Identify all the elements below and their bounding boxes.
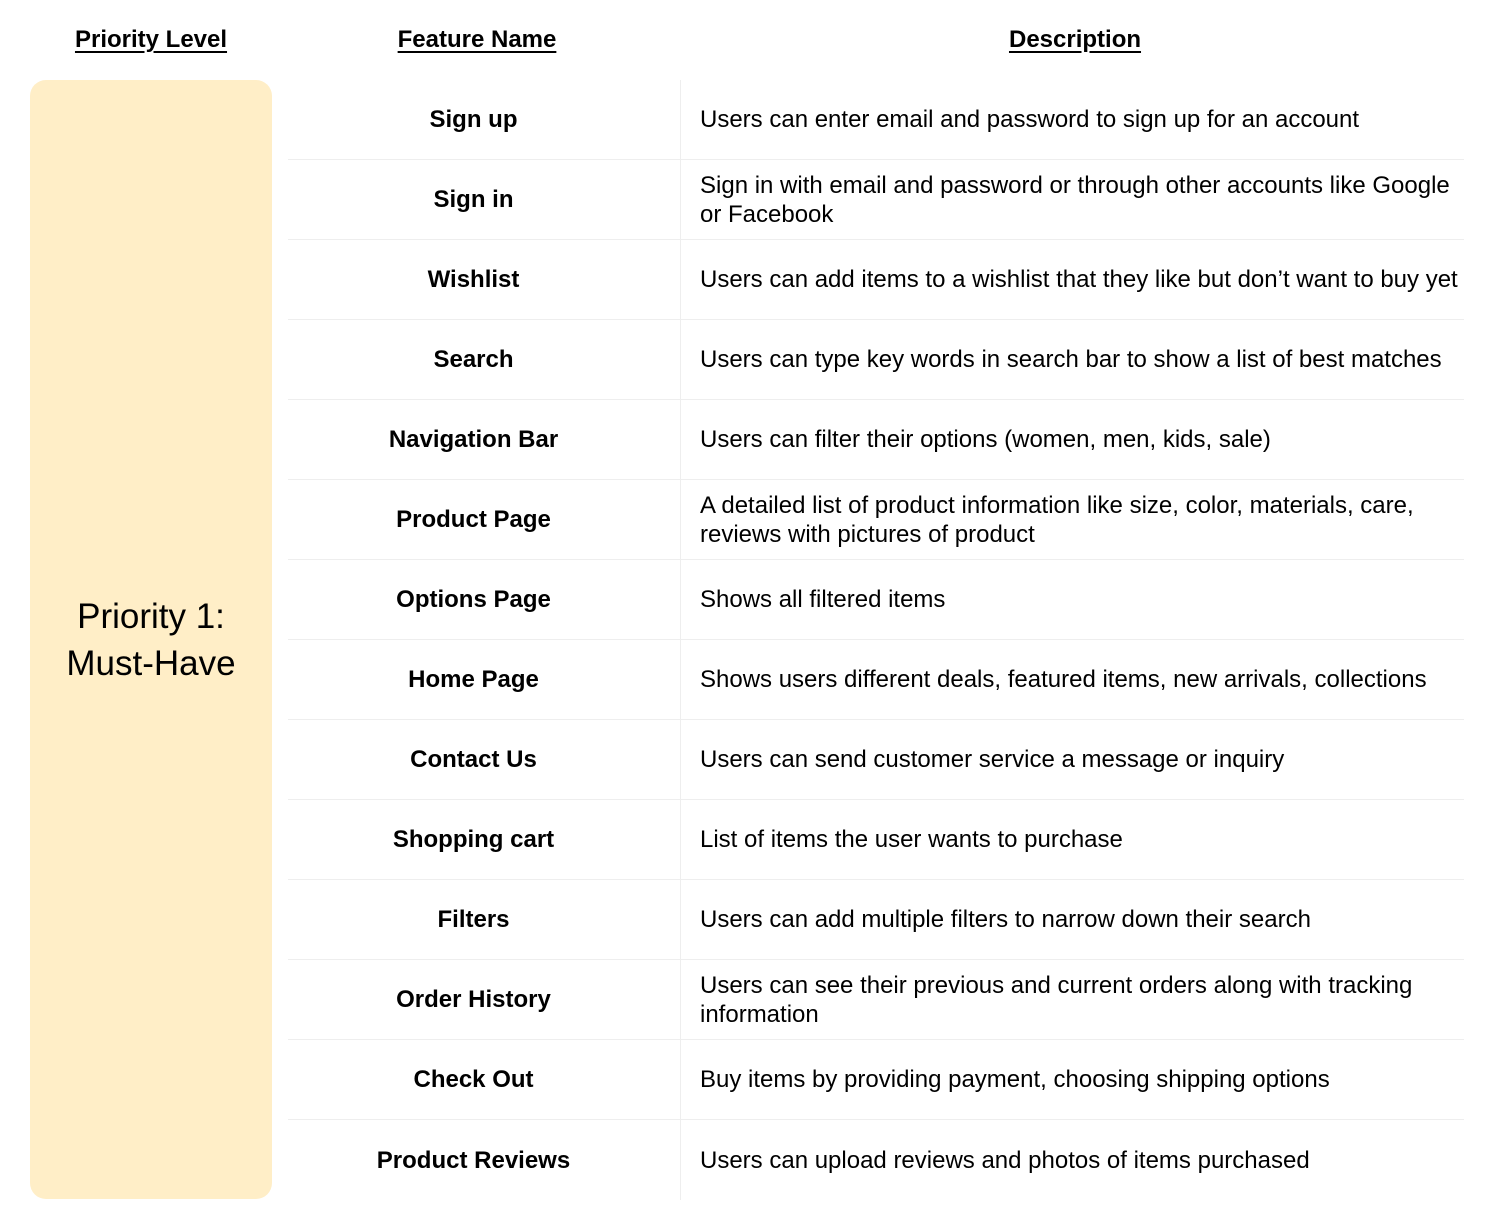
- table-row: [288, 640, 1464, 720]
- table-row: [288, 480, 1464, 560]
- feature-description: Users can type key words in search bar to show a list of best matches: [700, 346, 1442, 373]
- feature-name: Contact Us: [410, 746, 537, 773]
- feature-description: Users can filter their options (women, men, kids, sale): [700, 426, 1271, 453]
- feature-name: Sign up: [429, 106, 518, 133]
- table-row: [288, 240, 1464, 320]
- feature-name: Order History: [396, 986, 551, 1013]
- feature-name: Search: [433, 346, 514, 373]
- feature-name: Product Page: [396, 506, 551, 533]
- description-header: Description: [1008, 26, 1142, 53]
- priority-level-header: Priority Level: [74, 26, 228, 53]
- feature-name-header: Feature Name: [397, 26, 557, 53]
- feature-description: Users can send customer service a message or inquiry: [700, 746, 1285, 773]
- feature-name: Sign in: [433, 186, 514, 213]
- table-row: [288, 160, 1464, 240]
- feature-table: [288, 80, 1464, 1200]
- table-row: [288, 800, 1464, 880]
- feature-name: Wishlist: [427, 266, 520, 293]
- priority-label: Priority 1: Must-Have: [66, 596, 236, 683]
- table-row: [288, 320, 1464, 400]
- feature-description: Shows all filtered items: [700, 586, 946, 613]
- feature-description: Users can add multiple filters to narrow down their search: [700, 906, 1311, 933]
- feature-name: Shopping cart: [392, 826, 555, 853]
- table-row: [288, 560, 1464, 640]
- table-row: [288, 960, 1464, 1040]
- table-row: [288, 880, 1464, 960]
- feature-description: Users can upload reviews and photos of items purchased: [700, 1146, 1310, 1174]
- table-row: [288, 1120, 1464, 1200]
- table-row: [288, 1040, 1464, 1120]
- feature-description: Buy items by providing payment, choosing shipping options: [700, 1066, 1330, 1093]
- feature-description: List of items the user wants to purchase: [700, 826, 1123, 853]
- feature-name: Home Page: [408, 666, 539, 693]
- table-row: [288, 400, 1464, 480]
- feature-name: Check Out: [413, 1066, 534, 1093]
- feature-description: A detailed list of product information like size, color, materials, care, reviews with pictures of product: [700, 491, 1414, 548]
- table-row: [288, 720, 1464, 800]
- feature-description: Shows users different deals, featured items, new arrivals, collections: [700, 666, 1427, 693]
- feature-description: Sign in with email and password or through other accounts like Google or Facebook: [700, 171, 1450, 228]
- feature-name: Product Reviews: [376, 1146, 571, 1174]
- feature-name: Navigation Bar: [388, 426, 559, 453]
- feature-description: Users can see their previous and current orders along with tracking information: [700, 971, 1413, 1028]
- feature-name: Filters: [437, 906, 510, 933]
- feature-description: Users can add items to a wishlist that they like but don’t want to buy yet: [700, 266, 1458, 293]
- feature-name: Options Page: [396, 586, 551, 613]
- table-row: [288, 80, 1464, 160]
- feature-description: Users can enter email and password to sign up for an account: [700, 106, 1360, 133]
- priority-panel: [30, 80, 272, 1199]
